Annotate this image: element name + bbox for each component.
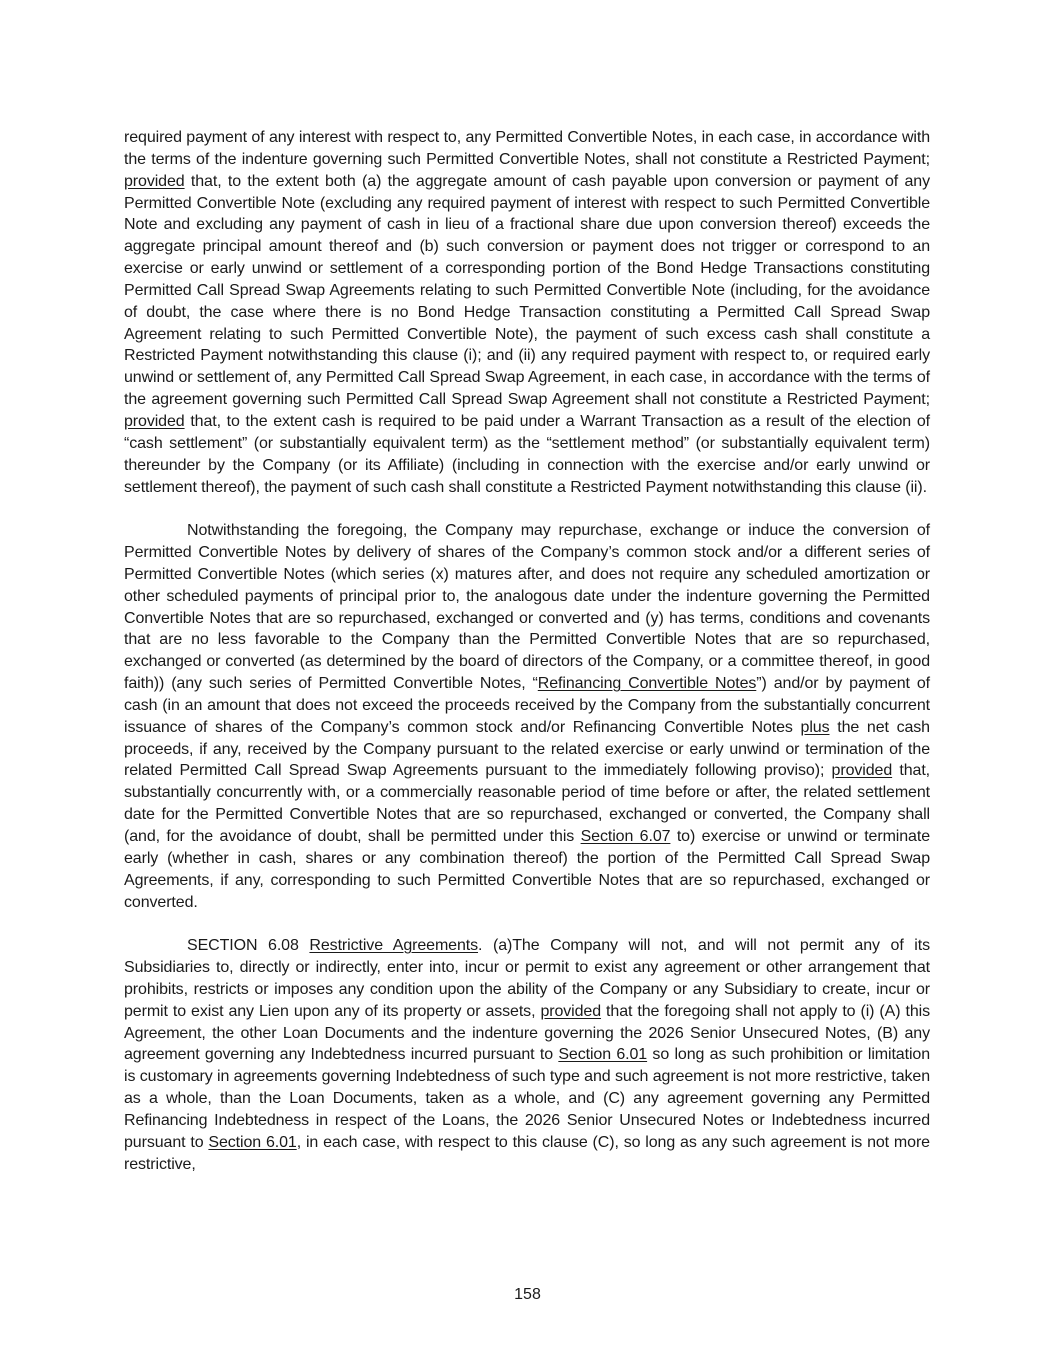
text-run: , in each case, with respect to this clause (C), so long as any such agreement is not more restrictive, [124,1133,930,1173]
section-heading-restrictive-agreements: Restrictive Agreements [309,937,479,955]
paragraph-restricted-payment-continuation [124,127,930,498]
section-reference-6-01: Section 6.01 [208,1133,297,1151]
paragraph-section-6-08 [124,935,930,1175]
underlined-term-provided: provided [124,172,185,190]
underlined-term-provided: provided [124,412,185,430]
underlined-term-provided: provided [831,762,893,780]
text-run: so long as such prohibition or limitation is customary in agreements governing Indebtedness of such type and such agreement is not more restrictive, taken as a whole, than the Loan Documents, taken as a whole, and (C) any agreement governing any Permitted Refinancing Indebtedness in respect of the Loans, the 2026 Senior Unsecured Notes or Indebtedness incurred pursuant to [124,1046,930,1151]
text-run: that, to the extent both (a) the aggregate amount of cash payable upon conversion or payment of any Permitted Convertible Note (excluding any required payment of interest with respect to such Permitted Convertible Note and excluding any payment of cash in lieu of a fractional share due upon conversion thereof) exceeds the aggregate principal amount thereof and (b) such conversion or payment does not trigger or correspond to an exercise or early unwind or settlement of a corresponding portion of the Bond Hedge Transactions constituting Permitted Call Spread Swap Agreements relating to such Permitted Convertible Note (including, for the avoidance of doubt, the case where there is no Bond Hedge Transaction constituting a Permitted Call Spread Swap Agreement relating to such Permitted Convertible Note), the payment of such excess cash shall constitute a Restricted Payment notwithstanding this clause (i); and (ii) any required payment with respect to, or required early unwind or settlement of, any Permitted Call Spread Swap Agreement, in each case, in accordance with the terms of the agreement governing such Permitted Call Spread Swap Agreement shall not constitute a Restricted Payment; [124,172,930,409]
section-reference-6-07: Section 6.07 [580,828,671,845]
text-run: Notwithstanding the foregoing, the Company may repurchase, exchange or induce the conversion of Permitted Convertible Notes by delivery of shares of the Company’s common stock and/or a different series of Permitted Convertible Notes (which series (x) matures after, and does not require any scheduled amortization or other scheduled payments of principal prior to, the analogous date under the indenture governing the Permitted Convertible Notes that are so repurchased, exchanged or converted and (y) has terms, conditions and covenants that are no less favorable to the Company than the Permitted Convertible Notes that are so repurchased, exchanged or converted (as determined by the board of directors of the Company, or a committee thereof, in good faith)) (any such series of Permitted Convertible Notes, “ [124,522,930,693]
paragraph-notwithstanding [124,520,930,913]
text-run: the net cash proceeds, if any, received by the Company pursuant to the related exercise or early unwind or termination of the related Permitted Call Spread Swap Agreements pursuant to the immediately following proviso); [124,718,930,780]
defined-term-refinancing-convertible-notes: Refinancing Convertible Notes [537,675,757,693]
text-run: that, substantially concurrently with, or a commercially reasonable period of time before or after, the related settlement date for the Permitted Convertible Notes that are so repurchased, exchanged or converted, the Company shall (and, for the avoidance of doubt, shall be permitted under this [124,762,931,845]
section-number: SECTION 6.08 [187,937,310,955]
underlined-term-plus: plus [800,718,830,736]
text-run: required payment of any interest with respect to, any Permitted Convertible Notes, in each case, in accordance with the terms of the indenture governing such Permitted Convertible Notes, shall not constitute a Restricted Payment; [124,129,930,168]
text-run: that, to the extent cash is required to be paid under a Warrant Transaction as a result of the election of “cash settlement” (or substantially equivalent term) as the “settlement method” (or substantially equivalent term) thereunder by the Company (or its Affiliate) (including in connection with the exercise and/or early unwind or settlement thereof), the payment of such cash shall constitute a Restricted Payment notwithstanding this clause (ii). [124,412,930,496]
underlined-term-provided: provided [540,1002,602,1020]
text-run: to) exercise or unwind or terminate early (whether in cash, shares or any combination thereof) the portion of the Permitted Call Spread Swap Agreements, if any, corresponding to such Permitted Convertible Notes that are so repurchased, exchanged or converted. [124,828,930,911]
page-number: 158 [514,1286,541,1303]
text-run: . (a)The Company will not, and will not permit any of its Subsidiaries to, directly or indirectly, enter into, incur or permit to exist any agreement or other arrangement that prohibits, restricts or imposes any condition upon the ability of the Company or any Subsidiary to create, incur or permit to exist any Lien upon any of its property or assets, [124,937,930,1020]
section-reference-6-01: Section 6.01 [558,1046,648,1064]
page-body [124,127,930,1197]
text-run: ”) and/or by payment of cash (in an amount that does not exceed the proceeds received by the Company from the substantially concurrent issuance of shares of the Company’s common stock and/or Refinancing Convertible Notes [124,675,930,736]
text-run: that the foregoing shall not apply to (i) (A) this Agreement, the other Loan Documents and the indenture governing the 2026 Senior Unsecured Notes, (B) any agreement governing any Indebtedness incurred pursuant to [124,1002,930,1064]
